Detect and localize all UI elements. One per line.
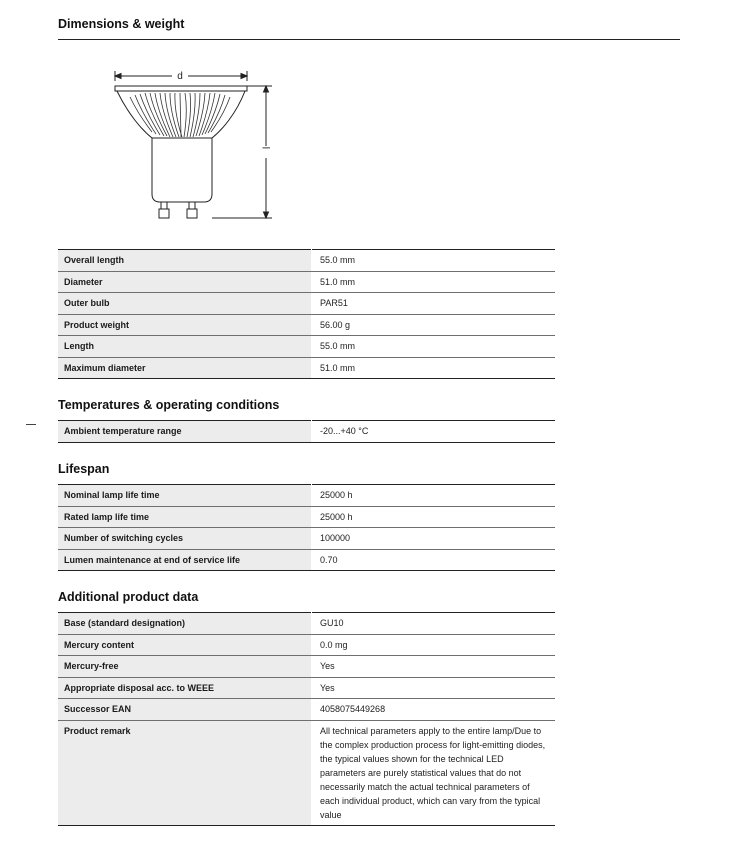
spec-label: Ambient temperature range: [58, 421, 312, 443]
spec-value: PAR51: [312, 293, 556, 315]
spec-label: Lumen maintenance at end of service life: [58, 549, 312, 571]
spec-label: Length: [58, 336, 312, 358]
spec-value: 51.0 mm: [312, 271, 556, 293]
lamp-dimension-drawing: [104, 66, 284, 226]
spec-value: -20...+40 °C: [312, 421, 556, 443]
spec-value: 0.0 mg: [312, 634, 556, 656]
table-row: [58, 271, 555, 293]
lamp-pins: [159, 202, 197, 218]
spec-value: GU10: [312, 613, 556, 635]
table-row: [58, 250, 555, 272]
spec-label: Product weight: [58, 314, 312, 336]
spec-value: 4058075449268: [312, 699, 556, 721]
spec-label: Product remark: [58, 720, 312, 825]
table-row: [58, 357, 555, 379]
spec-label: Diameter: [58, 271, 312, 293]
table-row: [58, 677, 555, 699]
diameter-label: d: [177, 71, 183, 82]
spec-value: 25000 h: [312, 485, 556, 507]
table-row: [58, 613, 555, 635]
dimensions-table: [58, 249, 555, 379]
spec-value: 0.70: [312, 549, 556, 571]
spec-value: 100000: [312, 528, 556, 550]
spec-value: 55.0 mm: [312, 336, 556, 358]
section-title-dimensions: Dimensions & weight: [58, 17, 185, 31]
table-row: [58, 314, 555, 336]
spec-label: Maximum diameter: [58, 357, 312, 379]
section-title-temperatures: Temperatures & operating conditions: [58, 398, 280, 412]
table-row: [58, 528, 555, 550]
spec-label: Nominal lamp life time: [58, 485, 312, 507]
table-row: [58, 506, 555, 528]
table-row: [58, 421, 555, 443]
table-row: [58, 549, 555, 571]
spec-value: 51.0 mm: [312, 357, 556, 379]
lifespan-table: [58, 484, 555, 571]
lamp-rim: [115, 86, 247, 91]
spec-value: 56.00 g: [312, 314, 556, 336]
spec-label: Mercury-free: [58, 656, 312, 678]
table-row: [58, 634, 555, 656]
spec-value: 25000 h: [312, 506, 556, 528]
spec-label: Outer bulb: [58, 293, 312, 315]
temperatures-table: [58, 420, 555, 443]
spec-value: Yes: [312, 656, 556, 678]
spec-label: Mercury content: [58, 634, 312, 656]
section-title-lifespan: Lifespan: [58, 462, 110, 476]
length-label: l: [262, 146, 273, 149]
spec-label: Overall length: [58, 250, 312, 272]
table-row: [58, 699, 555, 721]
table-row: [58, 336, 555, 358]
spec-value: All technical parameters apply to the entire lamp/Due to the complex production process for light-emitting diodes, the typical values shown for the technical LED parameters are purely statistical values that do not necessarily match the actual technical parameters of each individual product, which can vary from the typical value: [312, 720, 556, 825]
table-row: [58, 293, 555, 315]
table-row: [58, 485, 555, 507]
section-title-additional: Additional product data: [58, 590, 199, 604]
spec-value: Yes: [312, 677, 556, 699]
spec-label: Base (standard designation): [58, 613, 312, 635]
spec-label: Appropriate disposal acc. to WEEE: [58, 677, 312, 699]
spec-label: Successor EAN: [58, 699, 312, 721]
lamp-neck: [152, 138, 212, 202]
spec-label: Rated lamp life time: [58, 506, 312, 528]
margin-mark: [26, 424, 36, 425]
section-rule: [58, 39, 680, 40]
spec-label: Number of switching cycles: [58, 528, 312, 550]
table-row: [58, 656, 555, 678]
additional-table: [58, 612, 555, 826]
table-row: [58, 720, 555, 825]
spec-value: 55.0 mm: [312, 250, 556, 272]
